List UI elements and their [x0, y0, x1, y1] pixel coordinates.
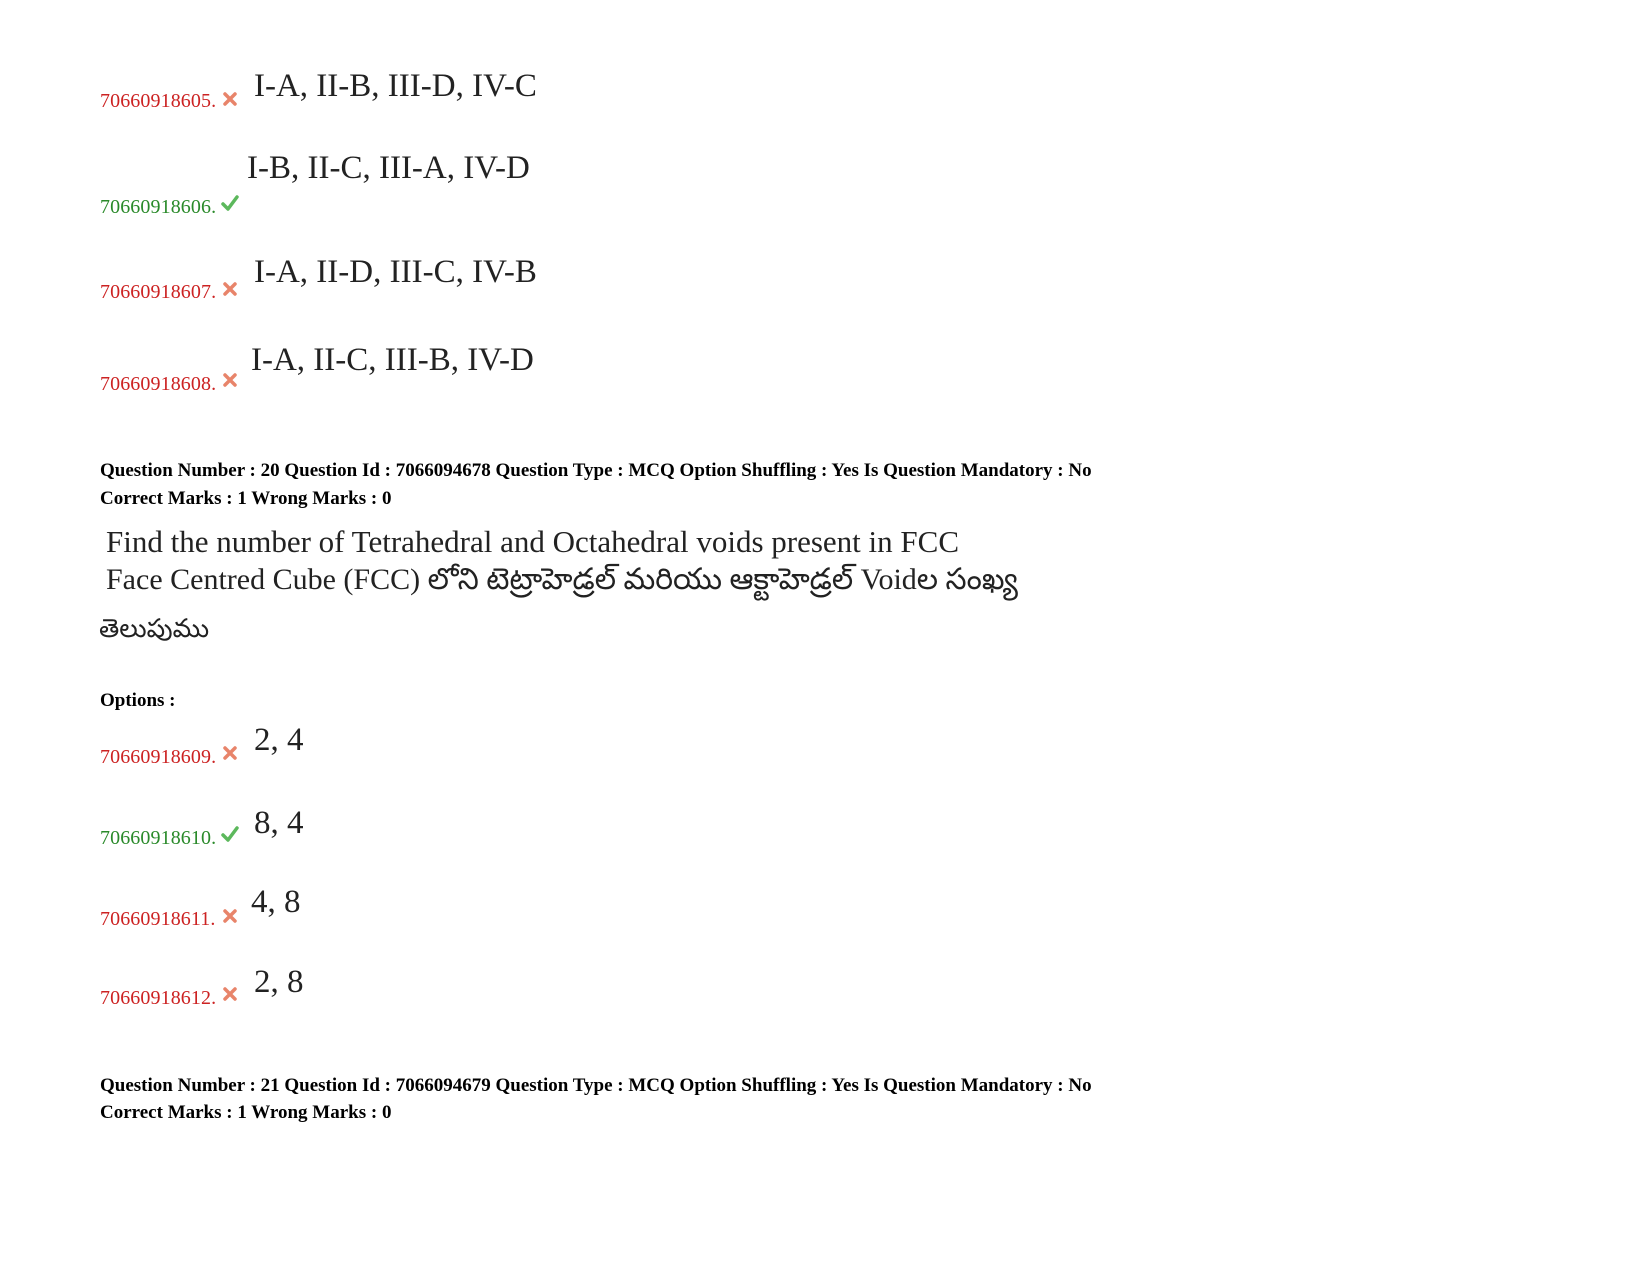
check-icon	[221, 194, 239, 212]
option-text: I-A, II-B, III-D, IV-C	[254, 68, 537, 104]
option-id: 70660918605.	[100, 90, 217, 112]
question-header: Question Number : 20 Question Id : 7066094678 Question Type : MCQ Option Shuffling : Yes Is Question Mandatory : No	[100, 460, 1092, 481]
cross-icon	[221, 371, 239, 389]
option-text: 2, 8	[254, 964, 304, 1000]
cross-icon	[221, 744, 239, 762]
options-label: Options :	[100, 690, 176, 711]
option-id: 70660918607.	[100, 281, 217, 303]
option-text: 8, 4	[254, 805, 304, 841]
option-id: 70660918606.	[100, 196, 217, 218]
cross-icon	[221, 907, 239, 925]
question-marks: Correct Marks : 1 Wrong Marks : 0	[100, 1102, 392, 1123]
cross-icon	[221, 280, 239, 298]
question-text-line2: Face Centred Cube (FCC) లోని టెట్రాహెడ్రల్ మరియు ఆక్టాహెడ్రల్ Voidల సంఖ్య	[106, 563, 1018, 596]
option-id: 70660918612.	[100, 987, 217, 1009]
option-text: 2, 4	[254, 722, 304, 758]
question-text-line3: తెలుపుము	[99, 614, 210, 643]
option-text: I-A, II-D, III-C, IV-B	[254, 254, 537, 290]
check-icon	[221, 825, 239, 843]
option-id: 70660918609.	[100, 746, 217, 768]
cross-icon	[221, 985, 239, 1003]
question-header: Question Number : 21 Question Id : 7066094679 Question Type : MCQ Option Shuffling : Yes Is Question Mandatory : No	[100, 1075, 1092, 1096]
question-text-line1: Find the number of Tetrahedral and Octahedral voids present in FCC	[106, 524, 959, 559]
option-id: 70660918608.	[100, 373, 217, 395]
question-marks: Correct Marks : 1 Wrong Marks : 0	[100, 488, 392, 509]
option-text: I-A, II-C, III-B, IV-D	[251, 342, 534, 378]
option-id: 70660918611.	[100, 908, 216, 930]
cross-icon	[221, 90, 239, 108]
option-text: I-B, II-C, III-A, IV-D	[247, 150, 530, 186]
option-id: 70660918610.	[100, 827, 217, 849]
option-text: 4, 8	[251, 884, 301, 920]
